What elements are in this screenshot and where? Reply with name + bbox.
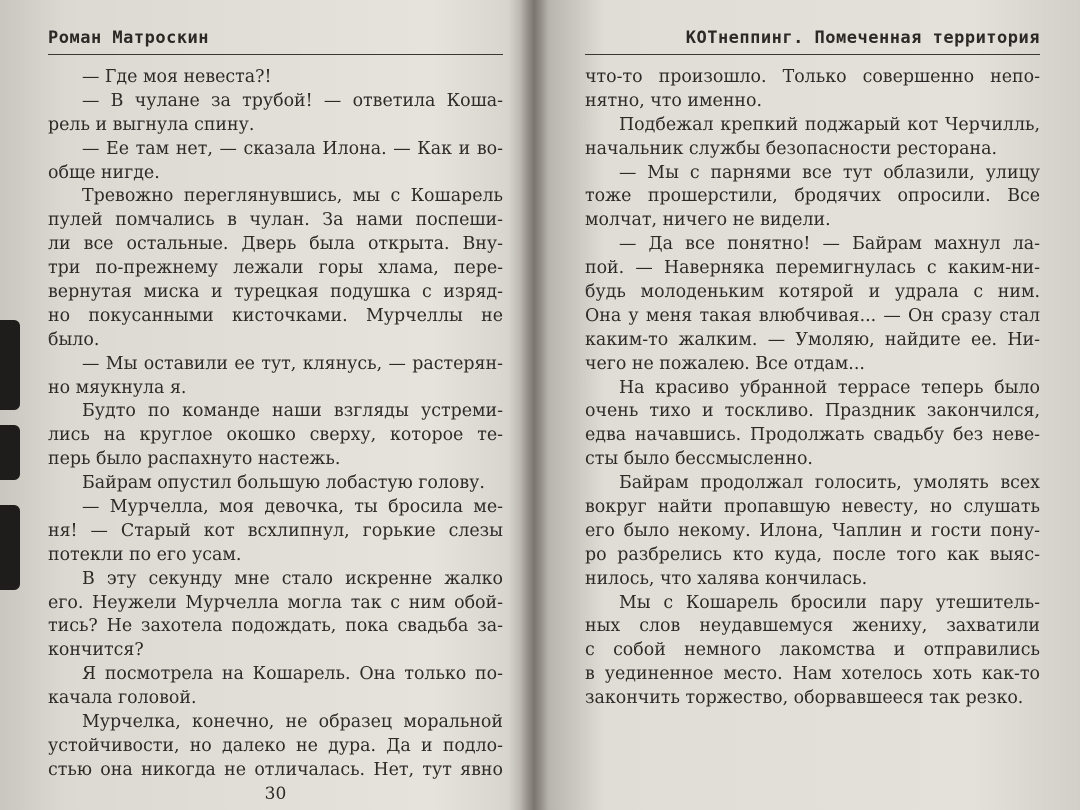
text-line: три по-прежнему лежали горы хлама, пере- (48, 258, 503, 279)
text-line: ня! — Старый кот всхлипнул, горькие слезы (48, 520, 503, 541)
text-line: начальник службы безопасности ресторана. (585, 138, 997, 159)
text-line: ли все остальные. Дверь была открыта. Вну- (48, 234, 503, 255)
book-gutter (520, 0, 548, 810)
binder-tab (0, 505, 20, 590)
left-page-body (48, 66, 503, 783)
text-line: нилось, что халява кончилась. (585, 568, 868, 589)
binder-tab (0, 425, 20, 480)
text-line: тоже прошерстили, бродячих опросили. Все (585, 186, 1040, 207)
text-line: ных слов неудавшемуся жениху, захватили (585, 616, 1040, 637)
text-line: обще нигде. (48, 162, 160, 183)
text-line: в уединенное место. Нам хотелось хоть как-то (585, 664, 1040, 685)
text-line: закончить торжество, оборвавшееся так резко. (585, 688, 1024, 709)
text-line: Она у меня такая влюбчивая... — Он сразу стал (585, 305, 1040, 326)
text-line: — Где моя невеста?! (82, 67, 272, 87)
text-line: устойчивости, но далеко не дура. Да и подло- (48, 735, 503, 756)
text-line: рель и выгнула спину. (48, 114, 255, 135)
text-line: — Да все понятно! — Байрам махнул ла- (619, 234, 1040, 255)
left-running-head: Роман Матроскин (48, 28, 503, 55)
text-line: — Ее там нет, — сказала Илона. — Как и во- (82, 138, 503, 159)
text-line: Мурчелка, конечно, не образец моральной (82, 712, 503, 733)
text-line: Подбежал крепкий поджарый кот Черчилль, (619, 114, 1040, 135)
text-line: Мы с Кошарель бросили пару утешитель- (619, 592, 1040, 613)
left-page (48, 0, 503, 810)
text-line: В эту секунду мне стало искренне жалко (82, 568, 503, 589)
text-line: сты было бессмысленно. (585, 449, 813, 470)
text-line: будь молоденьким котярой и удрала с ним. (585, 282, 1040, 303)
text-line: потекли по его усам. (48, 544, 242, 565)
text-line: — Мы оставили ее тут, клянусь, — растерян- (82, 353, 503, 374)
text-line: с собой немного лакомства и отправились (585, 640, 1040, 661)
text-line: ро разбрелись кто куда, после того как выяс- (585, 544, 1040, 565)
text-line: его было некому. Илона, Чаплин и гости пону- (585, 520, 1040, 541)
text-line: Я посмотрела на Кошарель. Она только по- (82, 664, 503, 685)
text-line: Тревожно переглянувшись, мы с Кошарель (82, 186, 503, 207)
text-line: но мяукнула я. (48, 377, 187, 398)
right-running-head: КОТнеппинг. Помеченная территория (585, 28, 1040, 55)
text-line: лись на круглое окошко сверху, которое те- (48, 425, 503, 446)
text-line: — Мурчелла, моя девочка, ты бросила ме- (82, 497, 503, 518)
text-line: кончится? (48, 640, 144, 661)
page-number: 30 (264, 784, 287, 804)
text-line: едва начавшись. Продолжать свадьбу без неве- (585, 425, 1040, 446)
text-line: Байрам опустил большую лобастую голову. (82, 473, 485, 494)
right-page-body (585, 66, 1040, 711)
text-line: Байрам продолжал голосить, умолять всех (619, 473, 1040, 494)
text-line: вокруг найти пропавшую невесту, но слушать (585, 497, 1040, 518)
text-line: перь было распахнуто настежь. (48, 449, 341, 470)
text-line: было. (48, 329, 100, 350)
text-line: но покусанными кисточками. Мурчеллы не (48, 305, 503, 326)
text-line: каким-то жалким. — Умоляю, найдите ее. Ни- (585, 329, 1040, 350)
text-line: очень тихо и тоскливо. Праздник закончился, (585, 401, 1040, 422)
text-line: Будто по команде наши взгляды устреми- (82, 401, 503, 422)
text-line: его. Неужели Мурчелла могла так с ним обой- (48, 592, 503, 613)
text-line: молчат, ничего не видели. (585, 210, 831, 231)
text-line: пой. — Наверняка перемигнулась с каким-ни- (585, 258, 1040, 279)
text-line: нятно, что именно. (585, 90, 763, 111)
text-line: чего не пожалею. Все отдам... (585, 353, 865, 374)
text-line: пулей помчались в чулан. За нами поспеши- (48, 210, 503, 231)
binder-tab (0, 320, 20, 410)
text-line: стью она никогда не отличалась. Нет, тут явно (48, 759, 503, 780)
text-line: качала головой. (48, 688, 197, 709)
text-line: тись? Не захотела подождать, пока свадьба за- (48, 616, 503, 637)
text-line: вернутая миска и турецкая подушка с изряд- (48, 282, 503, 303)
right-page (585, 0, 1040, 810)
text-line: — В чулане за трубой! — ответила Коша- (82, 90, 503, 111)
text-line: На красиво убранной террасе теперь было (619, 377, 1040, 398)
text-line: — Мы с парнями все тут облазили, улицу (619, 162, 1040, 183)
text-line: что-то произошло. Только совершенно непо- (585, 67, 1040, 87)
